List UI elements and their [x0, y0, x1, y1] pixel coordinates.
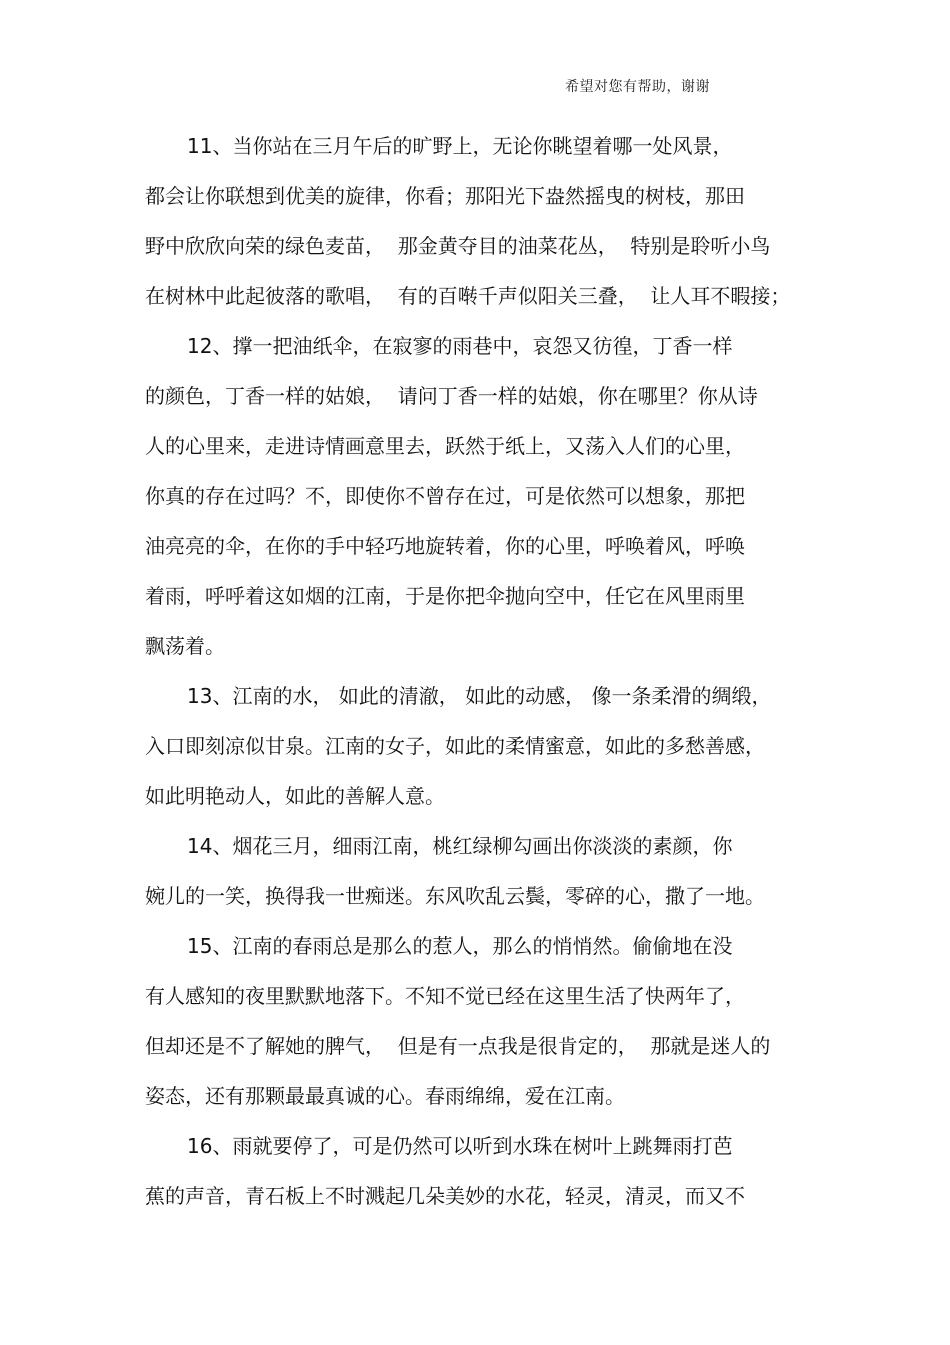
paragraph-15: [145, 926, 825, 1126]
paragraph-line: 13、江南的水， 如此的清澈， 如此的动感， 像一条柔滑的绸缎，: [187, 684, 772, 708]
paragraph-12: [145, 326, 825, 676]
document-body: [145, 126, 825, 1226]
paragraph-line: 14、烟花三月，细雨江南，桃红绿柳勾画出你淡淡的素颜，你: [187, 834, 733, 858]
paragraph-13: [145, 676, 825, 826]
paragraph-line: 野中欣欣向荣的绿色麦苗， 那金黄夺目的油菜花丛， 特别是聆听小鸟: [145, 234, 771, 258]
paragraph-line: 有人感知的夜里默默地落下。不知不觉已经在这里生活了快两年了，: [145, 984, 745, 1008]
paragraph-line: 都会让你联想到优美的旋律，你看；那阳光下盎然摇曳的树枝，那田: [145, 184, 745, 208]
paragraph-line: 的颜色，丁香一样的姑娘， 请问丁香一样的姑娘，你在哪里？你从诗: [145, 384, 758, 408]
paragraph-11: [145, 126, 825, 326]
paragraph-line: 在树林中此起彼落的歌唱， 有的百啭千声似阳关三叠， 让人耳不暇接；: [145, 284, 791, 308]
paragraph-line: 12、撑一把油纸伞，在寂寥的雨巷中，哀怨又彷徨，丁香一样: [187, 334, 733, 358]
page-header-note: 希望对您有帮助，谢谢: [565, 79, 710, 95]
paragraph-line: 你真的存在过吗？不，即使你不曾存在过，可是依然可以想象，那把: [145, 484, 745, 508]
paragraph-line: 姿态，还有那颗最最真诚的心。春雨绵绵，爱在江南。: [145, 1084, 625, 1108]
paragraph-14: [145, 826, 825, 926]
paragraph-line: 蕉的声音，青石板上不时溅起几朵美妙的水花，轻灵，清灵，而又不: [145, 1184, 745, 1208]
paragraph-line: 飘荡着。: [145, 634, 225, 658]
paragraph-line: 16、雨就要停了，可是仍然可以听到水珠在树叶上跳舞雨打芭: [187, 1134, 733, 1158]
paragraph-line: 人的心里来，走进诗情画意里去，跃然于纸上，又荡入人们的心里，: [145, 434, 745, 458]
paragraph-line: 婉儿的一笑，换得我一世痴迷。东风吹乱云鬓，零碎的心，撒了一地。: [145, 884, 765, 908]
paragraph-16: [145, 1126, 825, 1226]
paragraph-line: 入口即刻凉似甘泉。江南的女子，如此的柔情蜜意，如此的多愁善感，: [145, 734, 765, 758]
paragraph-line: 11、当你站在三月午后的旷野上，无论你眺望着哪一处风景，: [187, 134, 733, 158]
paragraph-line: 着雨，呼呼着这如烟的江南，于是你把伞抛向空中，任它在风里雨里: [145, 584, 745, 608]
paragraph-line: 如此明艳动人，如此的善解人意。: [145, 784, 445, 808]
paragraph-line: 油亮亮的伞，在你的手中轻巧地旋转着，你的心里，呼唤着风，呼唤: [145, 534, 745, 558]
paragraph-line: 15、江南的春雨总是那么的惹人，那么的悄悄然。偷偷地在没: [187, 934, 733, 958]
paragraph-line: 但却还是不了解她的脾气， 但是有一点我是很肯定的， 那就是迷人的: [145, 1034, 771, 1058]
